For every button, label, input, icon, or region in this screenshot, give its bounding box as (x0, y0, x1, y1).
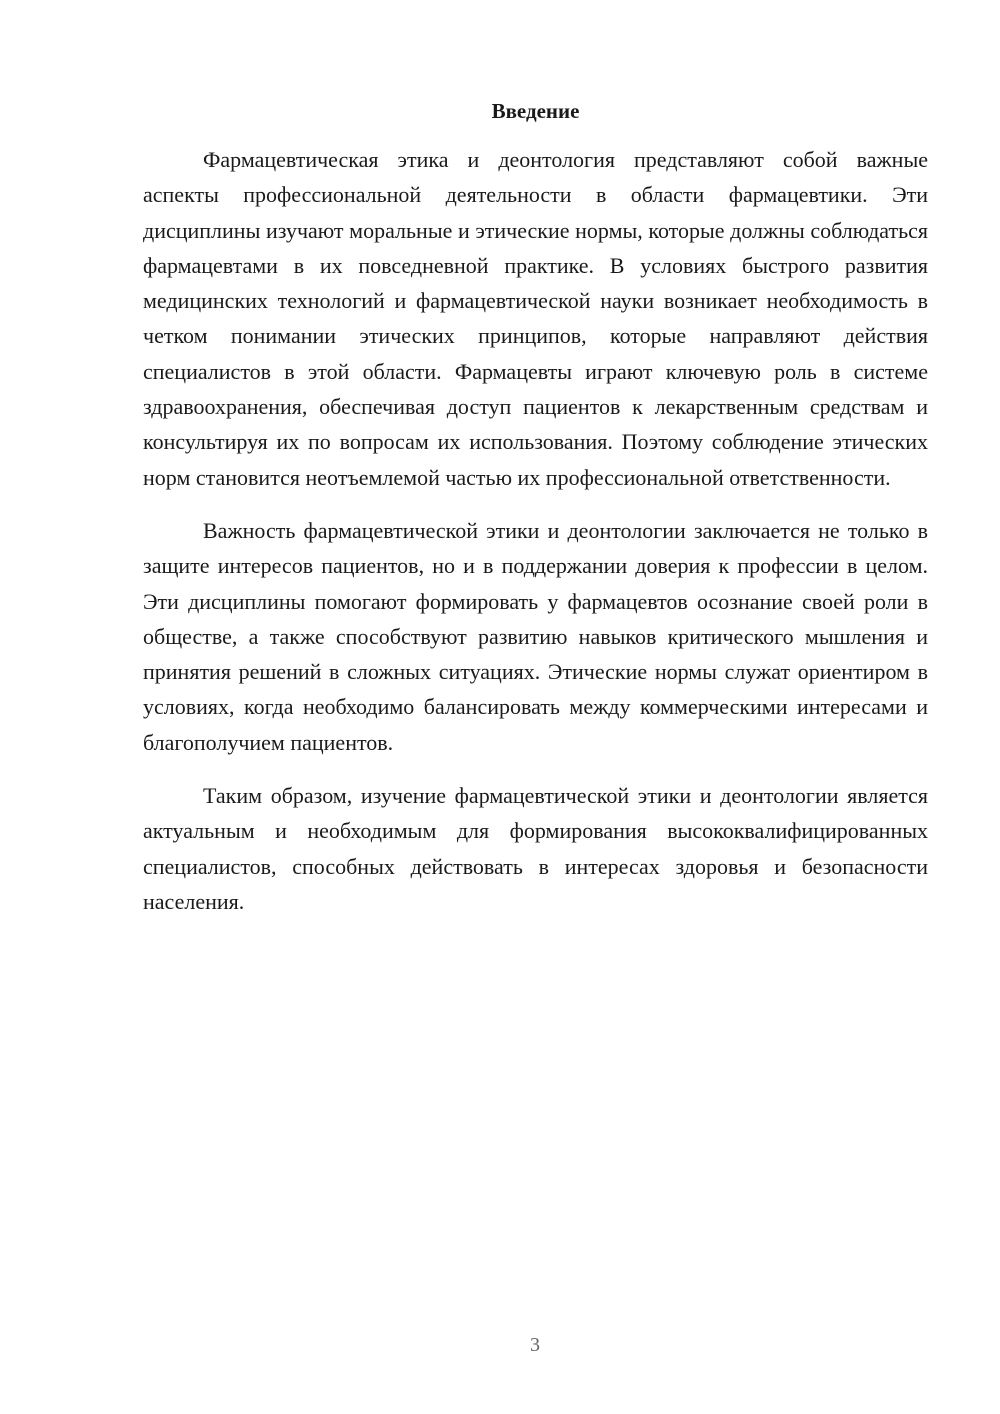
paragraph-2: Важность фармацевтической этики и деонтологии заключается не только в защите интересов пациентов, но и в поддержании доверия к профессии в целом. Эти дисциплины помогают формировать у фармацевтов осознание своей роли в обществе, а также способствуют развитию навыков критического мышления и принятия решений в сложных ситуациях. Этические нормы служат ориентиром в условиях, когда необходимо балансировать между коммерческими интересами и благополучием пациентов. (143, 517, 928, 755)
body-text (143, 142, 928, 937)
page-number: 3 (530, 1334, 540, 1356)
section-heading: Введение (491, 99, 580, 123)
paragraph-3: Таким образом, изучение фармацевтической этики и деонтологии является актуальным и необходимым для формирования высококвалифицированных специалистов, способных действовать в интересах здоровья и безопасности населения. (143, 783, 928, 914)
paragraph-1: Фармацевтическая этика и деонтология представляют собой важные аспекты профессиональной деятельности в области фармацевтики. Эти дисциплины изучают моральные и этические нормы, которые должны соблюдаться фармацевтами в их повседневной практике. В условиях быстрого развития медицинских технологий и фармацевтической науки возникает необходимость в четком понимании этических принципов, которые направляют действия специалистов в этой области. Фармацевты играют ключевую роль в системе здравоохранения, обеспечивая доступ пациентов к лекарственным средствам и консультируя их по вопросам их использования. Поэтому соблюдение этических норм становится неотъемлемой частью их профессиональной ответственности. (143, 147, 928, 490)
